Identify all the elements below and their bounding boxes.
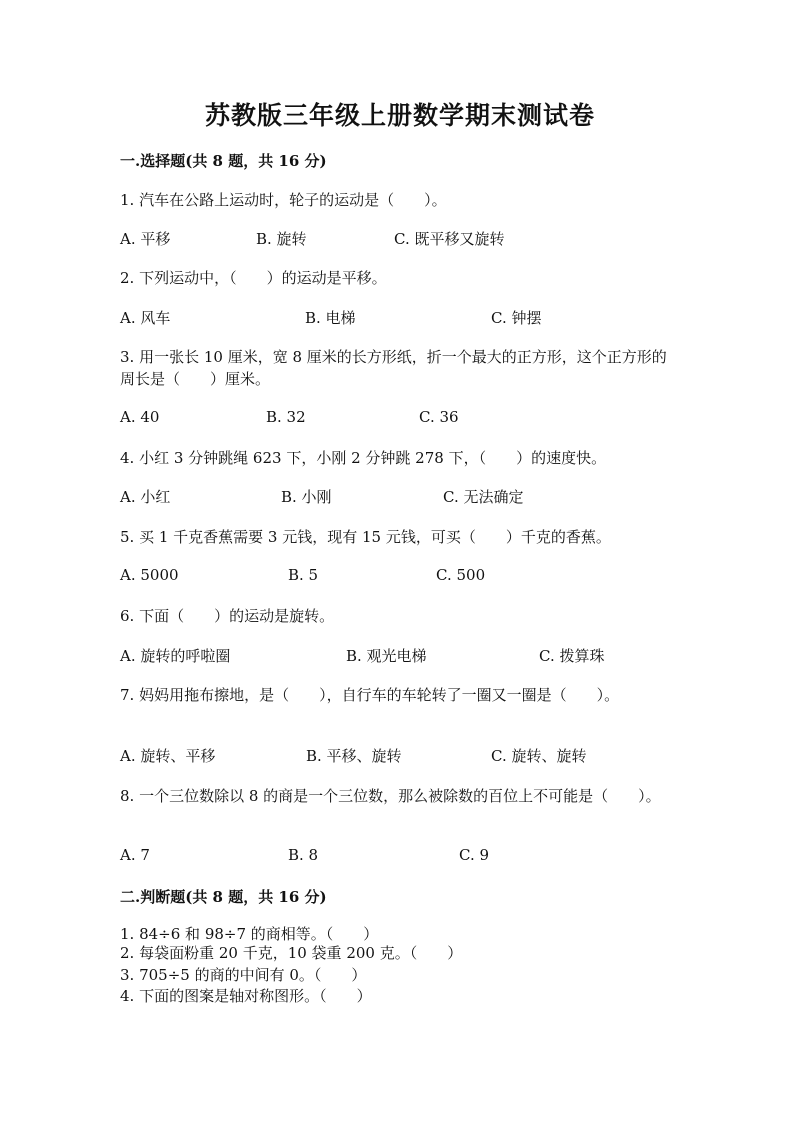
question-7: 7. 妈妈用拖布擦地，是（ ），自行车的车轮转了一圈又一圈是（ ）。 — [120, 686, 620, 704]
option-a: A. 平移 — [120, 230, 171, 248]
option-c: C. 既平移又旋转 — [394, 230, 505, 248]
option-c: C. 500 — [436, 566, 486, 584]
question-5: 5. 买 1 千克香蕉需要 3 元钱，现有 15 元钱，可买（ ）千克的香蕉。 — [120, 528, 611, 546]
question-3: 3. 用一张长 10 厘米，宽 8 厘米的长方形纸，折一个最大的正方形，这个正方形的周长是（ ）厘米。 — [120, 348, 667, 388]
judgement-item-2: 2. 每袋面粉重 20 千克，10 袋重 200 克。（ ） — [120, 944, 463, 962]
option-a: A. 旋转、平移 — [120, 747, 216, 765]
option-b: B. 8 — [288, 846, 319, 864]
option-b: B. 平移、旋转 — [306, 747, 402, 765]
option-a: A. 风车 — [120, 309, 171, 327]
question-1: 1. 汽车在公路上运动时，轮子的运动是（ ）。 — [120, 191, 447, 209]
section-heading-true-false: 二.判断题(共 8 题，共 16 分) — [120, 888, 327, 906]
option-b: B. 32 — [266, 408, 306, 426]
page-title: 苏教版三年级上册数学期末测试卷 — [204, 101, 595, 130]
judgement-item-1: 1. 84÷6 和 98÷7 的商相等。（ ） — [120, 925, 379, 943]
option-a: A. 小红 — [120, 488, 171, 506]
option-c: C. 36 — [419, 408, 459, 426]
question-2: 2. 下列运动中，（ ）的运动是平移。 — [120, 269, 387, 287]
option-a: A. 40 — [120, 408, 160, 426]
option-c: C. 9 — [459, 846, 490, 864]
option-b: B. 5 — [288, 566, 319, 584]
judgement-item-3: 3. 705÷5 的商的中间有 0。（ ） — [120, 966, 367, 984]
option-b: B. 观光电梯 — [346, 647, 427, 665]
option-c: C. 旋转、旋转 — [491, 747, 587, 765]
option-a: A. 旋转的呼啦圈 — [120, 647, 231, 665]
option-b: B. 小刚 — [281, 488, 332, 506]
option-b: B. 电梯 — [305, 309, 356, 327]
question-4: 4. 小红 3 分钟跳绳 623 下，小刚 2 分钟跳 278 下，（ ）的速度快。 — [120, 449, 607, 467]
section-heading-choice: 一.选择题(共 8 题，共 16 分) — [120, 152, 327, 170]
option-c: C. 钟摆 — [491, 309, 542, 327]
option-c: C. 无法确定 — [443, 488, 524, 506]
option-a: A. 7 — [120, 846, 150, 864]
option-c: C. 拨算珠 — [539, 647, 605, 665]
question-8: 8. 一个三位数除以 8 的商是一个三位数，那么被除数的百位上不可能是（ ）。 — [120, 787, 661, 805]
option-b: B. 旋转 — [256, 230, 307, 248]
question-6: 6. 下面（ ）的运动是旋转。 — [120, 607, 335, 625]
judgement-item-4: 4. 下面的图案是轴对称图形。（ ） — [120, 987, 372, 1005]
option-a: A. 5000 — [120, 566, 179, 584]
